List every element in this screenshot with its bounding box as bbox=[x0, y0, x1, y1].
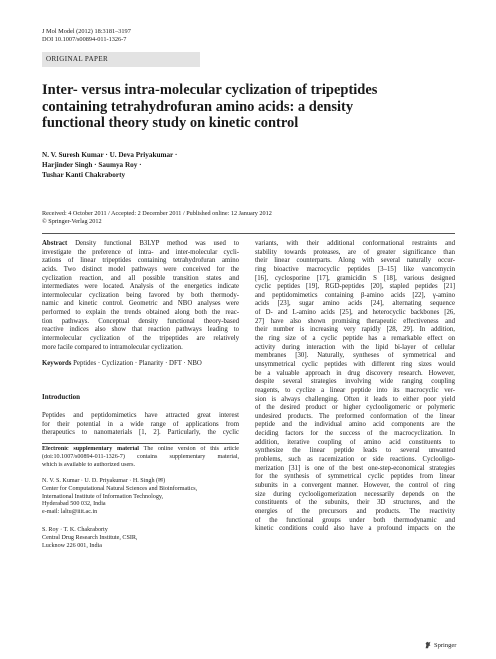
body-line: variants, with their additional conformational restraints and bbox=[255, 240, 455, 247]
body-line: reagents, to cyclize a linear peptide into its macrocyclic ver- bbox=[255, 386, 455, 394]
body-line: merization [31] is one of the best one-step-economical strategies bbox=[255, 464, 455, 472]
abstract-line: reactive indices also show that reaction pathways leading to bbox=[42, 326, 239, 334]
body-line: activity during interaction with the lipid bi-layer of cellular bbox=[255, 343, 455, 351]
body-line: their number is increasing very rapidly [28, 29]. In addition, bbox=[255, 326, 455, 334]
abstract-text: Density functional B3LYP method was used to bbox=[75, 240, 239, 247]
affil-line: International Institute of Information Technology, bbox=[42, 493, 164, 500]
section-heading-introduction: Introduction bbox=[42, 393, 80, 401]
body-line: despite several strategies involving wide ranging coupling bbox=[255, 378, 455, 386]
affil-authors: S. Roy · T. K. Chakraborty bbox=[42, 527, 108, 533]
body-line: of the functional groups under both thermodynamic and bbox=[255, 516, 455, 524]
keywords bbox=[42, 360, 239, 369]
body-line: addition, iterative coupling of amino acid constituents to bbox=[255, 438, 455, 446]
body-line: deciding factors for the success of the macrocyclization. In bbox=[255, 430, 455, 438]
affil-line: Hyderabad 500 032, India bbox=[42, 501, 106, 508]
introduction-paragraph bbox=[42, 412, 239, 438]
body-line: [16], cyclosporine [17], gramicidin S [18], various designed bbox=[255, 274, 455, 282]
body-line: size during cyclooligomerization necessarily depends on the bbox=[255, 490, 455, 498]
abstract-label: Abstract bbox=[42, 240, 68, 247]
intro-line: for their potential in a wide range of applications from bbox=[42, 420, 239, 428]
abstract-line: intermediates were located. Analysis of the energetics indicate bbox=[42, 283, 239, 291]
abstract-line: zations of linear tripeptides containing tetrahydrofuran amino bbox=[42, 257, 239, 265]
body-line: for the synthesis of symmetrical cyclic peptides from linear bbox=[255, 473, 455, 481]
body-line: kinetic conditions could also have a profound impacts on the bbox=[255, 525, 455, 533]
keywords-label: Keywords bbox=[42, 360, 72, 367]
esm-line: which is available to authorized users. bbox=[42, 461, 136, 468]
body-line: cyclic peptides [19], RGD-peptides [20], stapled peptides [21] bbox=[255, 283, 455, 291]
springer-horse-icon bbox=[424, 641, 432, 649]
abstract-line: investigate the preference of intra- and inter-molecular cycli- bbox=[42, 248, 239, 256]
footnote-divider bbox=[42, 443, 239, 444]
keywords-text: Peptides · Cyclization · Planarity · DFT · NBO bbox=[73, 360, 202, 367]
title-line: functional theory study on kinetic control bbox=[42, 115, 299, 131]
copyright: © Springer-Verlag 2012 bbox=[42, 218, 102, 225]
article-type-banner: ORIGINAL PAPER bbox=[42, 52, 200, 67]
abstract-block bbox=[42, 240, 239, 352]
body-line: unsymmetrical cyclic peptides with different ring sizes would bbox=[255, 360, 455, 368]
title-line: containing tetrahydrofuran amino acids: a density bbox=[42, 98, 354, 115]
abstract-line: performed to explain the trends obtained along both the reac- bbox=[42, 309, 239, 317]
affiliation-block-2 bbox=[42, 527, 239, 550]
body-line: sion is always challenging. Often it leads to either poor yield bbox=[255, 395, 455, 403]
body-line: peptide and the individual amino acid components are the bbox=[255, 421, 455, 429]
body-line: constituents of the subunits, their 3D structures, and the bbox=[255, 499, 455, 507]
date-history: Received: 4 October 2011 / Accepted: 2 December 2011 / Published online: 12 January 2012 bbox=[42, 210, 272, 217]
author-list bbox=[42, 150, 302, 181]
abstract-line: acids. Two distinct model pathways were conceived for the bbox=[42, 265, 239, 273]
body-line: problems, such as racemization or side reactions. Cyclooligo- bbox=[255, 456, 455, 464]
affiliation-block-1 bbox=[42, 478, 239, 517]
intro-line: Peptides and peptidomimetics have attracted great interest bbox=[42, 412, 239, 419]
body-line: energies of the precursors and products. The reactivity bbox=[255, 507, 455, 515]
divider bbox=[42, 233, 455, 234]
footnote-esm bbox=[42, 446, 239, 469]
abstract-line: namic and kinetic control. Geometric and NBO analyses were bbox=[42, 300, 239, 308]
body-line: stability towards proteases, are of greater significance than bbox=[255, 248, 455, 256]
body-line: subunits in a convergent manner. However, the control of ring bbox=[255, 481, 455, 489]
affil-line: Central Drug Research Institute, CSIR, bbox=[42, 534, 138, 541]
affil-authors: N. V. S. Kumar · U. D. Priyakumar · H. Singh (✉) bbox=[42, 478, 166, 484]
abstract-line: intermolecular cyclization being favored by both thermody- bbox=[42, 291, 239, 299]
article-title bbox=[42, 82, 452, 132]
body-line: their linear counterparts. Along with several naturally occur- bbox=[255, 257, 455, 265]
esm-text: The online version of this article bbox=[143, 446, 239, 452]
publisher-logo bbox=[424, 641, 456, 649]
body-line: ring bioactive macrocyclic peptides [3–15] like vancomycin bbox=[255, 265, 455, 273]
esm-line: (doi:10.1007/s00894-011-1326-7) contains supplementary material, bbox=[42, 453, 239, 460]
affil-line: Lucknow 226 001, India bbox=[42, 542, 102, 549]
body-line: of the desired product or higher cyclooligomeric or polymeric bbox=[255, 404, 455, 412]
publication-dates bbox=[42, 210, 452, 226]
body-line: acids [23], sugar amino acids [24], alternating sequence bbox=[255, 300, 455, 308]
intro-line: therapeutics to nanomaterials [1, 2]. Particularly, the cyclic bbox=[42, 429, 239, 437]
email-link[interactable]: e-mail: laltu@iiit.ac.in bbox=[42, 509, 98, 516]
author-line: Harjinder Singh · Saumya Roy · bbox=[42, 161, 142, 170]
affil-line: Center for Computational Natural Sciences and Bioinformatics, bbox=[42, 485, 198, 492]
journal-header bbox=[42, 28, 131, 44]
body-line: membranes [30]. Naturally, syntheses of symmetrical and bbox=[255, 352, 455, 360]
journal-citation: J Mol Model (2012) 18:3181–3197 bbox=[42, 28, 131, 35]
body-line: 27] have also shown promising therapeutic effectiveness and bbox=[255, 317, 455, 325]
abstract-line: more facile compared to intramolecular cyclization. bbox=[42, 343, 183, 351]
abstract-line: intermolecular cyclization of the tripeptides are relatively bbox=[42, 335, 239, 343]
esm-label: Electronic supplementary material bbox=[42, 446, 139, 452]
body-line: synthesize the linear peptide leads to several unwanted bbox=[255, 447, 455, 455]
abstract-line bbox=[42, 240, 239, 249]
body-column-right bbox=[255, 240, 455, 534]
esm-line bbox=[42, 446, 239, 454]
body-line: and peptidomimetics containing β-amino acids [22], γ-amino bbox=[255, 291, 455, 299]
author-line: Tushar Kanti Chakraborty bbox=[42, 171, 126, 180]
abstract-line: tion pathways. Conceptual density functional theory-based bbox=[42, 317, 239, 325]
publisher-name: Springer bbox=[434, 641, 457, 649]
body-line: be a valuable approach in drug discovery research. However, bbox=[255, 369, 455, 377]
doi: DOI 10.1007/s00894-011-1326-7 bbox=[42, 36, 127, 43]
author-line: N. V. Suresh Kumar · U. Deva Priyakumar · bbox=[42, 151, 178, 159]
body-line: the ring size of a cyclic peptide has a remarkable effect on bbox=[255, 335, 455, 343]
body-line: of D- and L-amino acids [25], and heterocyclic backbones [26, bbox=[255, 309, 455, 317]
title-line: Inter- versus intra-molecular cyclization of tripeptides bbox=[42, 82, 378, 98]
abstract-line: cyclization reaction, and all possible transition states and bbox=[42, 274, 239, 282]
body-line: undesired products. The preformed conformation of the linear bbox=[255, 412, 455, 420]
